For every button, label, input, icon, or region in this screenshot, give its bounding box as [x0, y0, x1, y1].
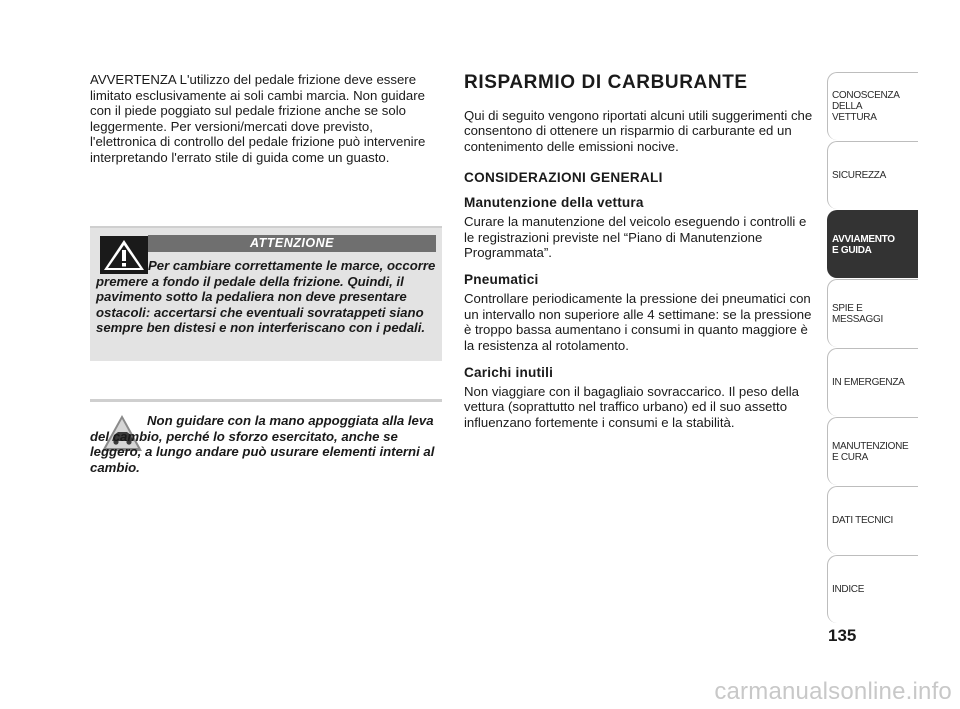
- section-title: RISPARMIO DI CARBURANTE: [464, 72, 748, 93]
- subsection-text: Non viaggiare con il bagagliaio sovraccarico. Il peso della vettura (soprattutto nel traffico urbano) ed il suo assetto influenzano fortemente i consumi e la stabilità.: [464, 384, 800, 430]
- warning-paragraph: AVVERTENZA L'utilizzo del pedale frizione deve essere limitato esclusivamente ai soli cambi marcia. Non guidare con il piede poggiato sul pedale frizione anche se solo leggermente. Per versioni/mercati dove previsto, l'elettronica di controllo del pedale frizione può intervenire interpretando l'errato stile di guida come un guasto.: [90, 72, 426, 165]
- tab-avviamento-e-guida[interactable]: AVVIAMENTO E GUIDA: [827, 210, 918, 278]
- tip-box: [90, 409, 442, 479]
- chapter-tabs: [827, 72, 918, 624]
- tab-in-emergenza[interactable]: IN EMERGENZA: [827, 348, 918, 416]
- tab-dati-tecnici[interactable]: DATI TECNICI: [827, 486, 918, 554]
- divider: [90, 399, 442, 402]
- intro-paragraph: Qui di seguito vengono riportati alcuni utili suggerimenti che consentono di ottenere un risparmio di carburante ed un contenimento delle emissioni nocive.: [464, 108, 813, 154]
- attention-label: ATTENZIONE: [148, 235, 436, 252]
- watermark: carmanualsonline.info: [714, 678, 952, 705]
- subsection-heading: Pneumatici: [464, 272, 539, 288]
- tab-conoscenza-della-vettura[interactable]: CONOSCENZA DELLA VETTURA: [827, 72, 918, 140]
- general-considerations-heading: CONSIDERAZIONI GENERALI: [464, 170, 663, 186]
- tab-sicurezza[interactable]: SICUREZZA: [827, 141, 918, 209]
- subsection-text: Curare la manutenzione del veicolo eseguendo i controlli e le registrazioni previste nel “Piano di Manutenzione Programmata”.: [464, 214, 807, 261]
- page-number: 135: [828, 626, 857, 645]
- tab-manutenzione-e-cura[interactable]: MANUTENZIONE E CURA: [827, 417, 918, 485]
- subsection-heading: Manutenzione della vettura: [464, 195, 644, 211]
- subsection-heading: Carichi inutili: [464, 365, 554, 381]
- subsection-text: Controllare periodicamente la pressione dei pneumatici con un intervallo non superiore alle 4 settimane: se la pressione è troppo bassa aumentano i consumi in quanto maggiore è la resistenza al rotolamento.: [464, 291, 812, 353]
- attention-text: Per cambiare correttamente le marce, occorre premere a fondo il pedale della frizione. Quindi, il pavimento sotto la pedaliera non deve presentare ostacoli: accertarsi che eventuali sovratappeti siano sempre ben distesi e non interferiscano con i pedali.: [96, 258, 436, 336]
- tab-indice[interactable]: INDICE: [827, 555, 918, 623]
- right-column: [464, 72, 814, 430]
- tab-spie-e-messaggi[interactable]: SPIE E MESSAGGI: [827, 279, 918, 347]
- attention-box: [90, 226, 442, 361]
- left-column: [90, 72, 442, 166]
- tip-text: Non guidare con la mano appoggiata alla leva del cambio, perché lo sforzo esercitato, anche se leggero, a lungo andare può usurare elementi interni al cambio.: [90, 413, 435, 475]
